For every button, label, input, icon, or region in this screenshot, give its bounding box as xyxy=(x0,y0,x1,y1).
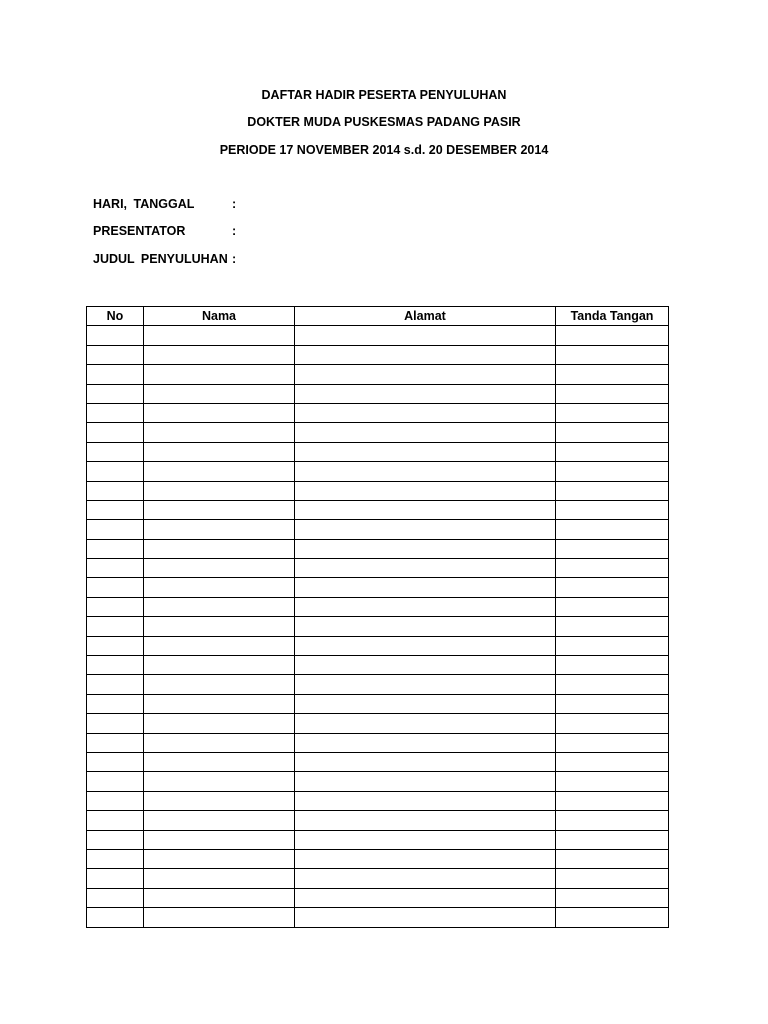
cell-alamat xyxy=(295,384,556,403)
table-row xyxy=(87,772,669,791)
cell-no xyxy=(87,559,144,578)
cell-no xyxy=(87,869,144,888)
cell-tanda-tangan xyxy=(556,442,669,461)
cell-nama xyxy=(144,520,295,539)
cell-nama xyxy=(144,442,295,461)
field-separator: : xyxy=(232,252,237,266)
cell-alamat xyxy=(295,656,556,675)
cell-alamat xyxy=(295,888,556,907)
field-label: PRESENTATOR xyxy=(93,224,186,238)
cell-tanda-tangan xyxy=(556,365,669,384)
cell-nama xyxy=(144,908,295,927)
cell-alamat xyxy=(295,791,556,810)
cell-alamat xyxy=(295,636,556,655)
cell-no xyxy=(87,714,144,733)
cell-nama xyxy=(144,597,295,616)
cell-tanda-tangan xyxy=(556,462,669,481)
table-row xyxy=(87,830,669,849)
cell-no xyxy=(87,384,144,403)
field-judul-penyuluhan xyxy=(93,252,236,266)
cell-no xyxy=(87,365,144,384)
cell-no xyxy=(87,345,144,364)
column-header-alamat: Alamat xyxy=(295,307,556,326)
cell-alamat xyxy=(295,849,556,868)
cell-no xyxy=(87,617,144,636)
cell-nama xyxy=(144,675,295,694)
table-row xyxy=(87,539,669,558)
cell-nama xyxy=(144,578,295,597)
cell-tanda-tangan xyxy=(556,481,669,500)
cell-alamat xyxy=(295,500,556,519)
cell-nama xyxy=(144,384,295,403)
cell-no xyxy=(87,772,144,791)
table-row xyxy=(87,326,669,345)
document-title: DAFTAR HADIR PESERTA PENYULUHAN xyxy=(261,88,507,102)
cell-alamat xyxy=(295,539,556,558)
cell-tanda-tangan xyxy=(556,500,669,519)
table-row xyxy=(87,694,669,713)
cell-nama xyxy=(144,694,295,713)
cell-tanda-tangan xyxy=(556,423,669,442)
cell-tanda-tangan xyxy=(556,714,669,733)
cell-nama xyxy=(144,326,295,345)
table-row xyxy=(87,656,669,675)
table-row xyxy=(87,578,669,597)
cell-nama xyxy=(144,772,295,791)
field-separator: : xyxy=(232,197,237,211)
cell-no xyxy=(87,849,144,868)
cell-alamat xyxy=(295,675,556,694)
cell-no xyxy=(87,694,144,713)
table-row xyxy=(87,423,669,442)
cell-alamat xyxy=(295,617,556,636)
cell-alamat xyxy=(295,403,556,422)
cell-tanda-tangan xyxy=(556,752,669,771)
cell-nama xyxy=(144,636,295,655)
cell-no xyxy=(87,578,144,597)
cell-tanda-tangan xyxy=(556,326,669,345)
table-row xyxy=(87,908,669,927)
cell-nama xyxy=(144,733,295,752)
cell-nama xyxy=(144,849,295,868)
cell-alamat xyxy=(295,481,556,500)
cell-nama xyxy=(144,714,295,733)
cell-alamat xyxy=(295,578,556,597)
cell-no xyxy=(87,811,144,830)
field-separator: : xyxy=(232,224,237,238)
cell-tanda-tangan xyxy=(556,733,669,752)
cell-tanda-tangan xyxy=(556,345,669,364)
cell-alamat xyxy=(295,752,556,771)
table-row xyxy=(87,675,669,694)
cell-tanda-tangan xyxy=(556,539,669,558)
table-row xyxy=(87,849,669,868)
cell-no xyxy=(87,481,144,500)
cell-tanda-tangan xyxy=(556,849,669,868)
table-row xyxy=(87,520,669,539)
cell-nama xyxy=(144,500,295,519)
table-row xyxy=(87,500,669,519)
cell-no xyxy=(87,752,144,771)
cell-no xyxy=(87,675,144,694)
cell-alamat xyxy=(295,811,556,830)
cell-tanda-tangan xyxy=(556,811,669,830)
cell-no xyxy=(87,791,144,810)
table-row xyxy=(87,559,669,578)
table-row xyxy=(87,888,669,907)
cell-alamat xyxy=(295,733,556,752)
cell-tanda-tangan xyxy=(556,656,669,675)
column-header-tanda-tangan: Tanda Tangan xyxy=(556,307,669,326)
table-header-row xyxy=(87,307,669,326)
table-row xyxy=(87,752,669,771)
cell-nama xyxy=(144,811,295,830)
cell-tanda-tangan xyxy=(556,791,669,810)
cell-no xyxy=(87,520,144,539)
table-row xyxy=(87,384,669,403)
cell-nama xyxy=(144,365,295,384)
table-row xyxy=(87,597,669,616)
cell-tanda-tangan xyxy=(556,559,669,578)
cell-no xyxy=(87,830,144,849)
table-row xyxy=(87,403,669,422)
cell-nama xyxy=(144,423,295,442)
cell-nama xyxy=(144,656,295,675)
cell-tanda-tangan xyxy=(556,830,669,849)
cell-nama xyxy=(144,462,295,481)
column-header-nama: Nama xyxy=(144,307,295,326)
cell-alamat xyxy=(295,345,556,364)
cell-no xyxy=(87,656,144,675)
cell-nama xyxy=(144,617,295,636)
cell-no xyxy=(87,423,144,442)
cell-no xyxy=(87,539,144,558)
column-header-no: No xyxy=(87,307,144,326)
cell-tanda-tangan xyxy=(556,617,669,636)
document-subtitle: DOKTER MUDA PUSKESMAS PADANG PASIR xyxy=(247,115,521,129)
table-row xyxy=(87,462,669,481)
field-label: HARI, TANGGAL xyxy=(93,197,195,211)
cell-nama xyxy=(144,791,295,810)
cell-nama xyxy=(144,559,295,578)
cell-alamat xyxy=(295,714,556,733)
cell-no xyxy=(87,403,144,422)
cell-no xyxy=(87,500,144,519)
table-row xyxy=(87,733,669,752)
table-row xyxy=(87,714,669,733)
cell-nama xyxy=(144,869,295,888)
table-row xyxy=(87,442,669,461)
cell-nama xyxy=(144,481,295,500)
table-row xyxy=(87,365,669,384)
field-hari-tanggal xyxy=(93,197,236,211)
cell-alamat xyxy=(295,326,556,345)
cell-tanda-tangan xyxy=(556,772,669,791)
cell-nama xyxy=(144,345,295,364)
cell-no xyxy=(87,326,144,345)
cell-nama xyxy=(144,403,295,422)
cell-alamat xyxy=(295,830,556,849)
table-row xyxy=(87,791,669,810)
cell-alamat xyxy=(295,908,556,927)
cell-tanda-tangan xyxy=(556,578,669,597)
cell-alamat xyxy=(295,462,556,481)
cell-no xyxy=(87,442,144,461)
table-row xyxy=(87,869,669,888)
table-row xyxy=(87,345,669,364)
cell-tanda-tangan xyxy=(556,520,669,539)
table-row xyxy=(87,617,669,636)
cell-alamat xyxy=(295,559,556,578)
cell-tanda-tangan xyxy=(556,384,669,403)
cell-tanda-tangan xyxy=(556,636,669,655)
cell-nama xyxy=(144,830,295,849)
cell-alamat xyxy=(295,365,556,384)
field-presentator xyxy=(93,224,236,238)
cell-tanda-tangan xyxy=(556,597,669,616)
table-row xyxy=(87,481,669,500)
cell-tanda-tangan xyxy=(556,869,669,888)
cell-no xyxy=(87,908,144,927)
table-row xyxy=(87,811,669,830)
cell-tanda-tangan xyxy=(556,888,669,907)
cell-alamat xyxy=(295,423,556,442)
document-period: PERIODE 17 NOVEMBER 2014 s.d. 20 DESEMBER 2014 xyxy=(219,143,549,157)
table-body xyxy=(87,326,669,927)
table-row xyxy=(87,636,669,655)
cell-alamat xyxy=(295,772,556,791)
cell-alamat xyxy=(295,520,556,539)
cell-no xyxy=(87,733,144,752)
cell-nama xyxy=(144,539,295,558)
cell-tanda-tangan xyxy=(556,403,669,422)
cell-tanda-tangan xyxy=(556,694,669,713)
cell-no xyxy=(87,597,144,616)
cell-alamat xyxy=(295,869,556,888)
cell-no xyxy=(87,462,144,481)
cell-no xyxy=(87,888,144,907)
cell-no xyxy=(87,636,144,655)
field-label: JUDUL PENYULUHAN xyxy=(93,252,228,266)
cell-alamat xyxy=(295,597,556,616)
cell-alamat xyxy=(295,442,556,461)
cell-alamat xyxy=(295,694,556,713)
cell-nama xyxy=(144,752,295,771)
cell-tanda-tangan xyxy=(556,908,669,927)
attendance-table xyxy=(86,306,669,928)
cell-nama xyxy=(144,888,295,907)
cell-tanda-tangan xyxy=(556,675,669,694)
